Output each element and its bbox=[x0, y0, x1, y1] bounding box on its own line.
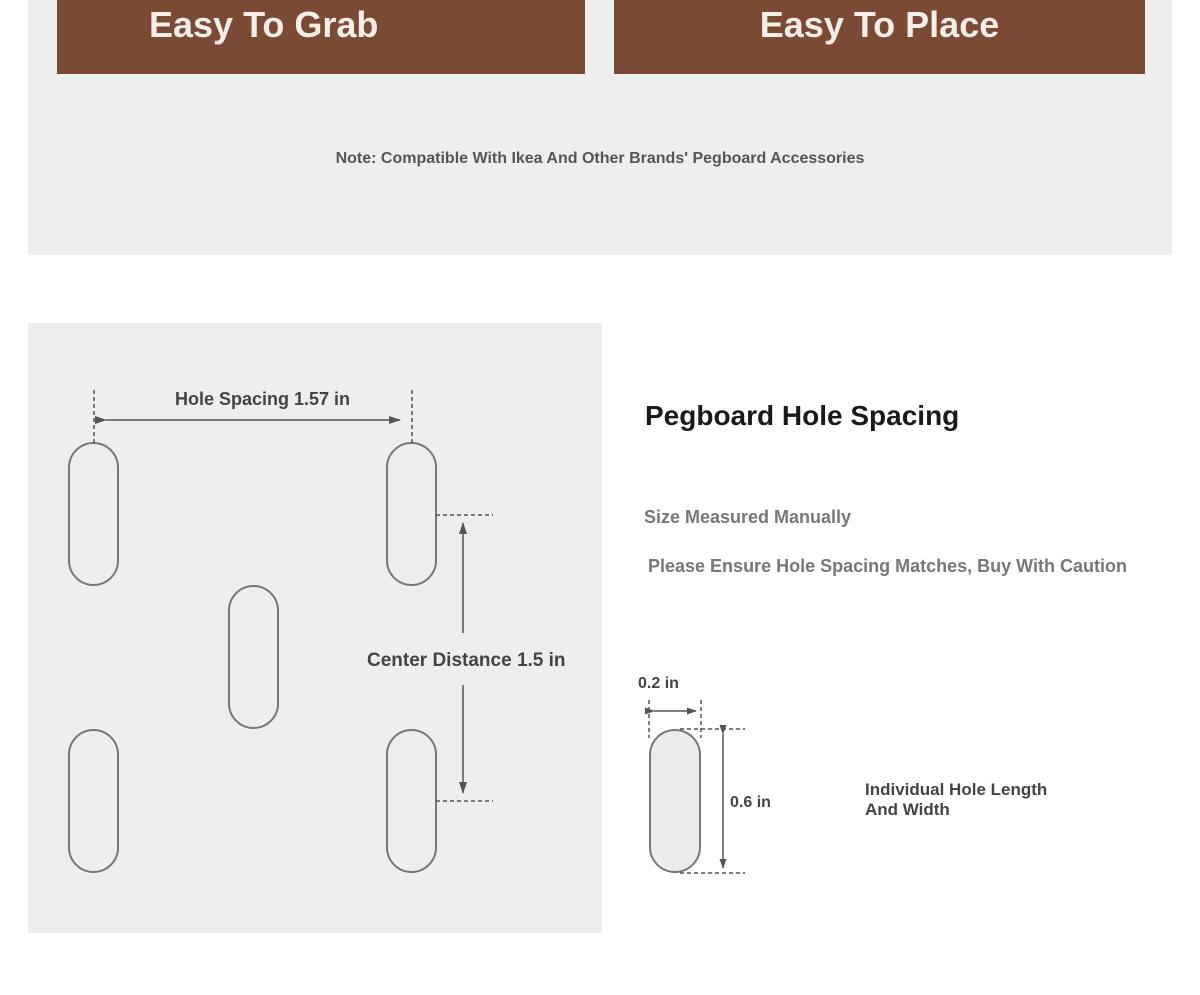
features-section bbox=[28, 0, 1172, 255]
easy-to-grab-banner bbox=[57, 0, 585, 74]
single-hole bbox=[650, 730, 700, 872]
hole-bottom-right bbox=[387, 730, 436, 872]
easy-to-grab-label: Easy To Grab bbox=[149, 4, 379, 45]
hole-top-right bbox=[387, 443, 436, 585]
hole-length-label: 0.6 in bbox=[730, 794, 771, 811]
single-hole-diagram bbox=[630, 670, 790, 885]
measurement-note: Size Measured Manually bbox=[644, 507, 852, 527]
hole-top-left bbox=[69, 443, 118, 585]
compatibility-note: Note: Compatible With Ikea And Other Brands' Pegboard Accessories bbox=[335, 150, 865, 167]
caution-note: Please Ensure Hole Spacing Matches, Buy With Caution bbox=[648, 556, 1127, 576]
hole-center bbox=[229, 586, 278, 728]
center-distance-label: Center Distance 1.5 in bbox=[367, 650, 566, 671]
single-hole-drawing bbox=[630, 670, 790, 885]
hole-size-caption: Individual Hole Length And Width bbox=[865, 780, 1048, 819]
hole-spacing-diagram bbox=[28, 323, 602, 933]
easy-to-place-banner bbox=[614, 0, 1145, 74]
page-title: Pegboard Hole Spacing bbox=[645, 400, 960, 431]
easy-to-place-label: Easy To Place bbox=[759, 4, 1000, 45]
hole-spacing-label: Hole Spacing 1.57 in bbox=[175, 389, 351, 409]
hole-bottom-left bbox=[69, 730, 118, 872]
hole-width-label: 0.2 in bbox=[638, 675, 679, 692]
hole-layout-drawing bbox=[28, 323, 602, 933]
